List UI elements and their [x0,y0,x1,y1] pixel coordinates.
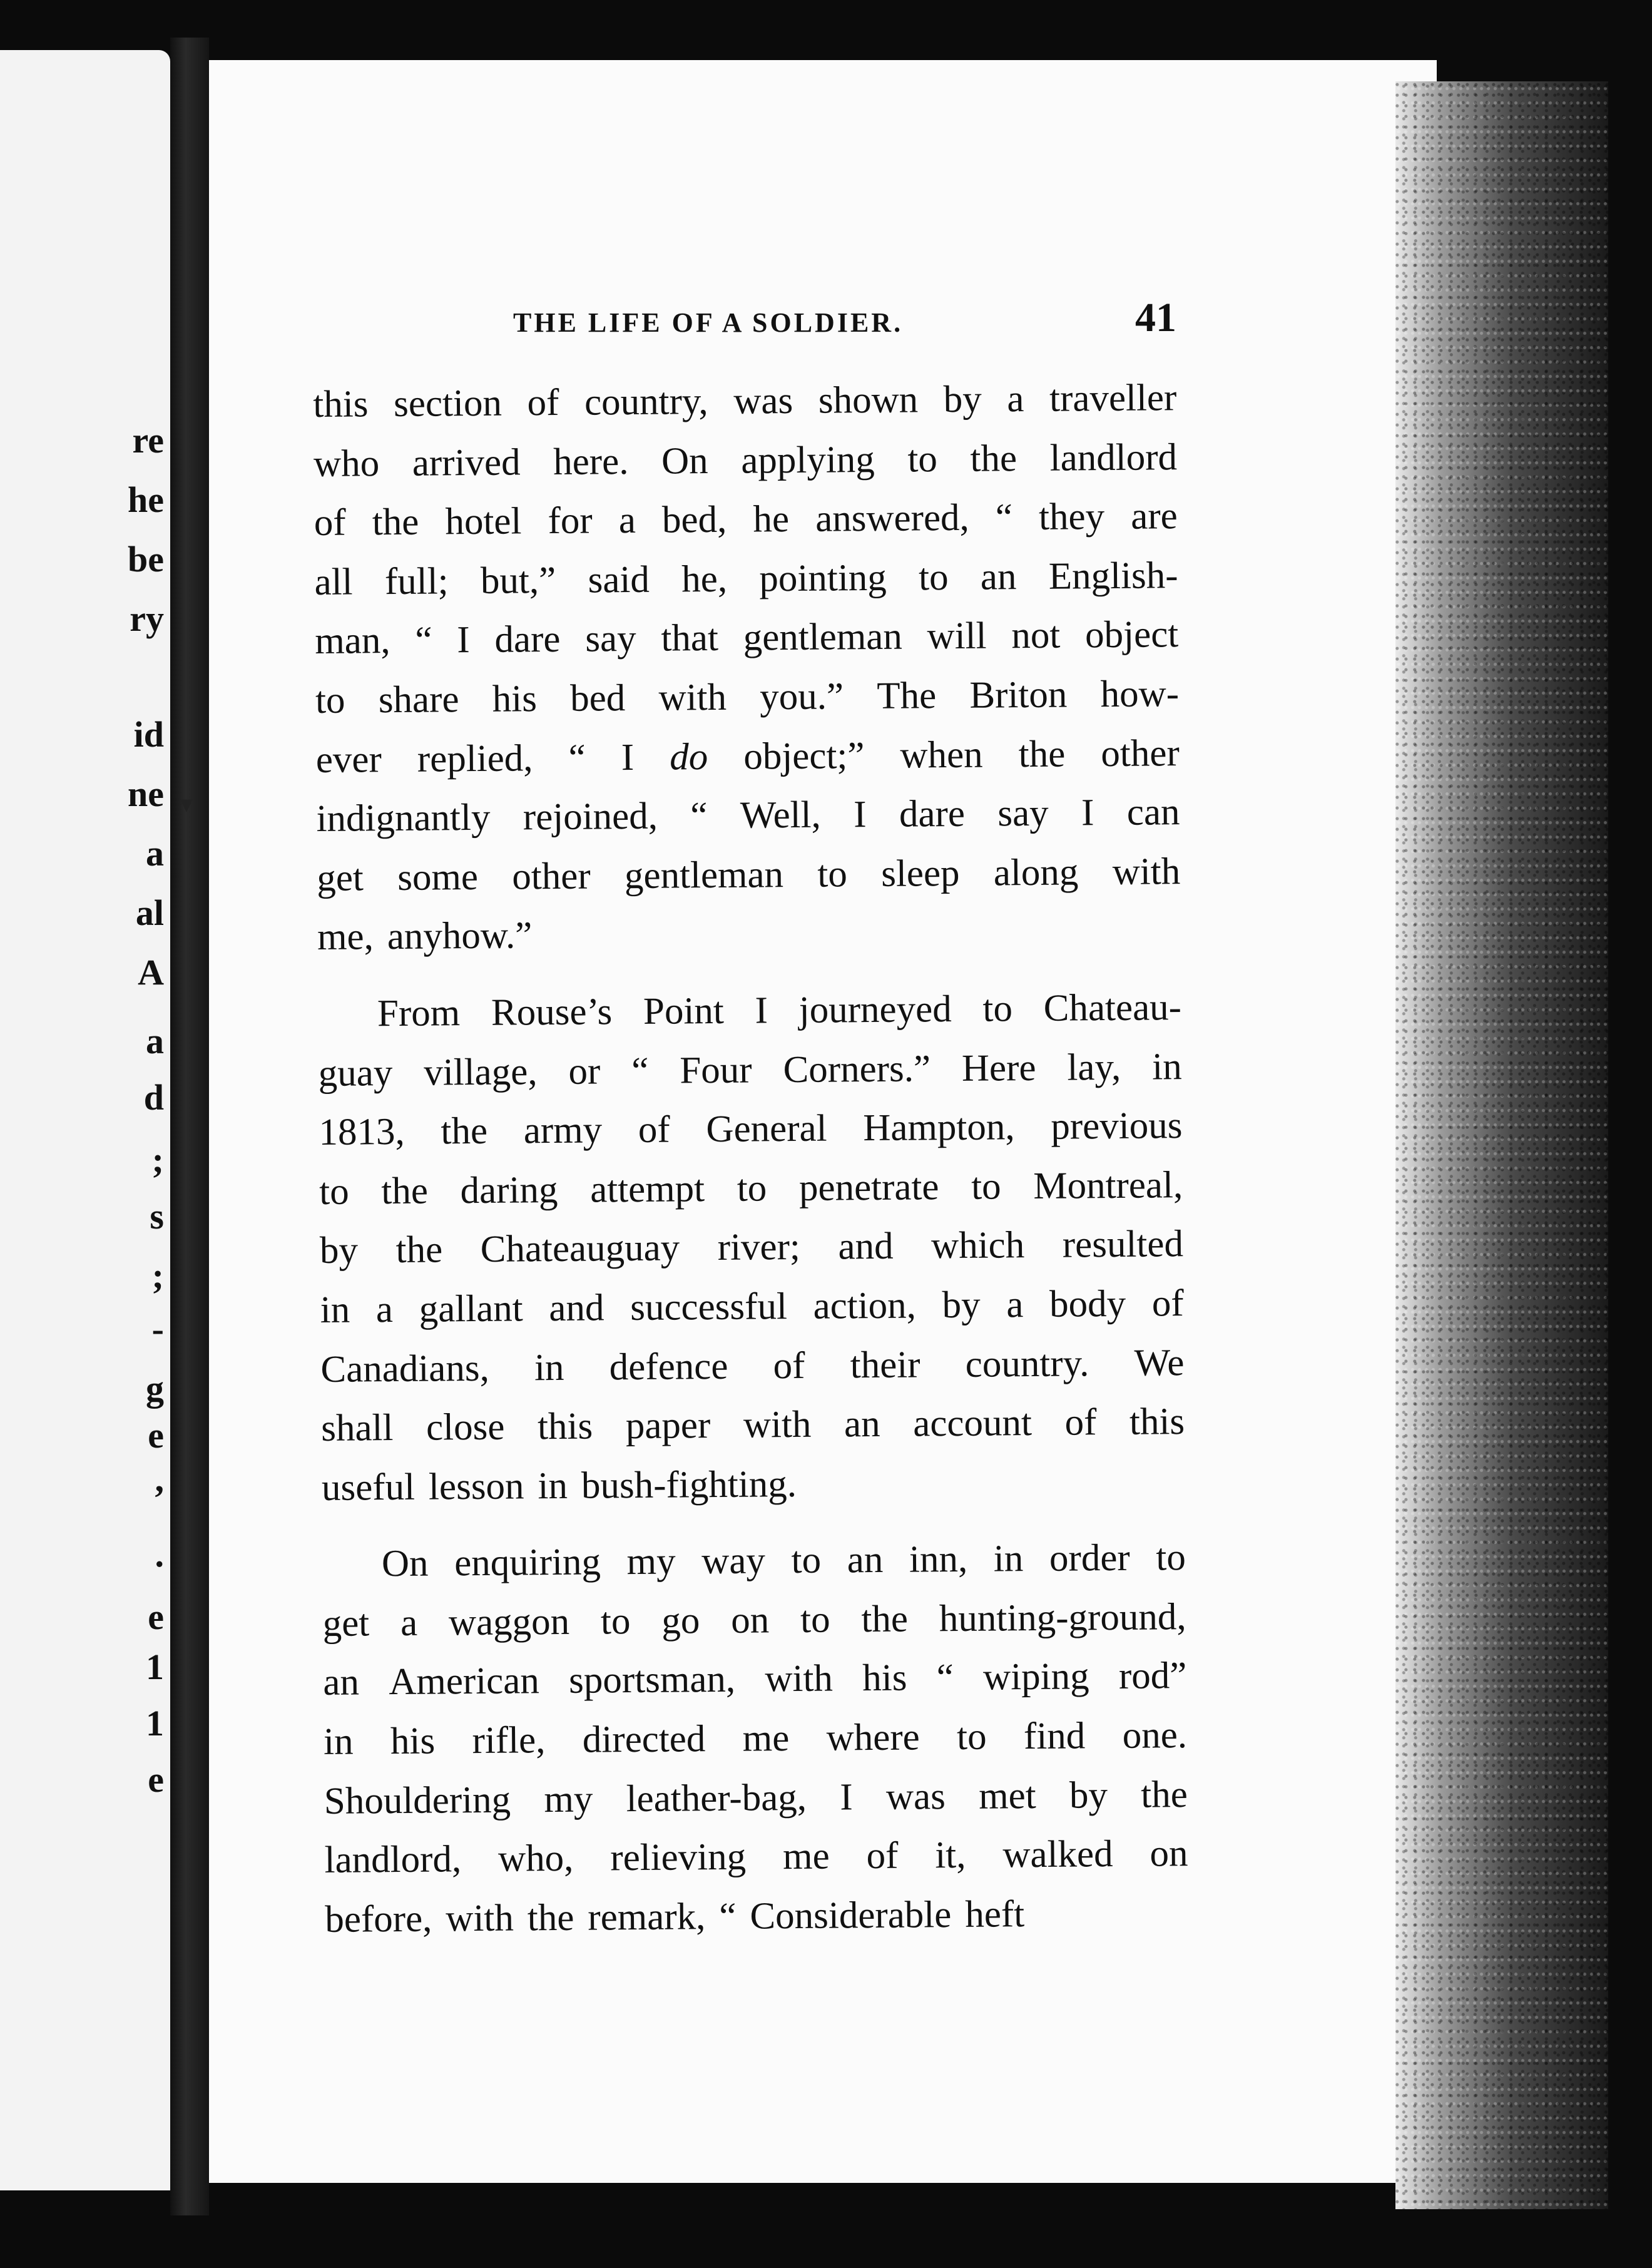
word: who [313,442,380,485]
word: the [395,1228,443,1272]
word: dare [899,792,966,835]
word: all [314,561,353,603]
left-page-fragment: 1 [146,1703,164,1744]
word: heft [965,1893,1025,1936]
left-page-fragment: re [132,420,164,461]
word: to [956,1715,987,1759]
word: an [980,555,1017,598]
word: and [838,1225,894,1268]
word: he [753,498,790,541]
left-page-fragment: . [155,1534,164,1575]
word: country. [965,1342,1089,1386]
word: American [389,1660,540,1704]
word: to [800,1598,830,1641]
text-line [317,842,1181,908]
word: met [978,1774,1036,1817]
text-line [322,1452,1186,1518]
word: it, [935,1834,966,1877]
word: “ [415,619,432,662]
word: I [621,736,635,779]
word: way [701,1540,766,1583]
word: previous [1051,1105,1183,1148]
word: get [322,1602,370,1645]
word: to [817,853,848,896]
word: to [737,1167,767,1210]
text-line [319,1096,1183,1162]
word: do [669,735,708,779]
word: he, [681,558,728,601]
word: to [918,556,949,599]
word: of [773,1344,805,1387]
word: The [877,675,937,717]
word: of [314,501,346,544]
word: they [1038,496,1105,539]
word: pointing [759,556,887,600]
body-text [313,369,1189,1949]
word: this [1129,1401,1185,1443]
word: walked [1002,1833,1113,1876]
left-page-fragment: e [148,1596,164,1637]
word: with [658,676,727,719]
word: directed [582,1718,706,1761]
word: was [885,1775,946,1818]
word: which [931,1224,1025,1267]
word: Rouse’s [491,991,613,1034]
word: the [861,1598,909,1641]
left-page-fragment: al [135,892,164,933]
word: with [1112,850,1181,893]
word: On [381,1542,429,1585]
word: to [982,988,1013,1030]
word: replied, [417,737,533,780]
word: with [446,1897,514,1940]
word: say [997,792,1049,835]
word: find [1023,1715,1086,1758]
word: but,” [480,559,556,602]
word: action, [813,1284,917,1327]
page-edge-texture [1395,81,1608,2209]
word: go [661,1600,700,1642]
word: his [390,1720,436,1763]
word: in [538,1464,568,1507]
word: “ [936,1657,954,1699]
text-line [322,1528,1186,1594]
word: share [378,678,459,722]
word: the [381,1170,429,1212]
word: shown [818,379,919,422]
word: an [844,1403,880,1446]
word: the [970,437,1017,480]
text-line [321,1392,1185,1458]
word: resulted [1062,1223,1184,1266]
left-page-fragment: a [146,833,164,874]
word: 1813, [319,1111,405,1154]
word: English- [1048,554,1178,598]
word: my [544,1778,593,1821]
word: full; [384,560,449,603]
word: rifle, [472,1719,546,1762]
word: to [907,437,938,481]
text-line [315,724,1180,790]
word: a [400,1601,418,1644]
word: will [927,615,987,658]
word: enquiring [454,1541,601,1585]
paragraph [322,1528,1189,1949]
word: Considerable [750,1893,952,1938]
word: or [568,1050,601,1093]
word: me [742,1717,790,1760]
word: to [319,1170,349,1213]
word: journeyed [798,988,952,1031]
left-page-fragment: s [150,1196,164,1237]
running-title: THE LIFE OF A SOLDIER. [513,307,904,338]
word: the [441,1110,488,1153]
word: in [323,1720,354,1763]
word: wiping [982,1655,1089,1699]
word: body [1049,1282,1126,1326]
word: bush-fighting. [581,1463,797,1507]
text-line [323,1647,1187,1713]
word: object [1084,613,1179,656]
word: paper [625,1404,711,1448]
word: in [993,1538,1024,1580]
word: before, [325,1898,432,1941]
word: Four [680,1049,752,1091]
word: on [730,1599,770,1642]
word: you.” [759,675,844,718]
word: on [1150,1832,1188,1875]
word: along [993,851,1079,894]
word: this [537,1405,593,1448]
text-line [324,1824,1188,1890]
word: rejoined, [523,795,658,839]
word: not [1011,615,1061,657]
word: “ [719,1895,737,1938]
word: lesson [428,1465,524,1508]
left-page-fragment: ry [130,598,164,639]
word: to [315,679,345,722]
word: my [626,1540,676,1583]
left-page-fragment: id [133,714,164,755]
text-line [313,369,1177,434]
word: traveller [1049,377,1177,420]
text-line [314,428,1178,494]
word: gentleman [743,615,903,659]
word: an [847,1539,884,1581]
word: that [661,617,719,660]
word: of [866,1834,899,1877]
text-line [318,978,1182,1044]
left-page-fragment: a [146,1021,164,1061]
left-page-fragment: he [128,479,164,520]
paragraph [318,978,1186,1518]
text-line [315,606,1179,672]
word: hotel [445,500,522,543]
word: remark, [588,1895,706,1939]
word: waggon [448,1600,570,1644]
word: On [661,439,708,483]
word: man, [315,620,390,663]
speck-mark: ▾ [180,790,193,819]
word: by [319,1229,359,1272]
word: here. [553,440,629,483]
word: “ [995,496,1013,539]
word: river; [717,1226,801,1269]
word: landlord, [324,1838,462,1882]
word: a [618,499,636,542]
text-line [320,1274,1184,1340]
word: of [638,1108,670,1152]
word: a [1007,378,1024,421]
word: of [1151,1282,1184,1325]
text-line [316,783,1180,849]
word: We [1134,1341,1185,1384]
word: “ [690,795,708,837]
word: sleep [880,852,960,895]
word: Shouldering [324,1779,511,1822]
word: shall [320,1407,394,1450]
text-line [320,1215,1184,1280]
text-line [319,1156,1183,1222]
word: sportsman, [568,1658,736,1702]
word: the [527,1896,574,1939]
word: landlord [1049,436,1178,479]
word: in [320,1289,350,1331]
word: Chateau- [1043,986,1182,1029]
word: I [840,1775,853,1819]
left-page-fragment: be [128,539,164,580]
word: Montreal, [1033,1163,1183,1207]
word: relieving [610,1836,747,1879]
left-page-fragment: 1 [146,1647,164,1687]
word: by [942,1284,981,1327]
word: a [1006,1284,1024,1326]
word: Canadians, [320,1347,490,1391]
left-page-fragment: - [151,1309,164,1349]
word: his [492,678,538,720]
word: country, [584,381,708,424]
word: Corners.” [783,1047,931,1091]
page-header [513,294,1176,350]
word: order [1049,1537,1130,1580]
word: how- [1100,673,1180,716]
word: get [317,857,364,899]
word: Hampton, [863,1106,1015,1150]
word: the [1140,1773,1188,1816]
text-line [324,1706,1188,1772]
left-page-fragment: , [155,1459,164,1499]
word: Point [643,989,725,1033]
text-line [315,665,1180,730]
word: of [527,381,559,424]
word: bed [569,677,626,720]
book-gutter [170,38,209,2215]
word: dare [494,618,561,662]
word: in [1151,1045,1182,1088]
word: for [548,499,593,543]
word: defence [609,1345,728,1388]
word: an [323,1661,360,1704]
word: daring [460,1168,558,1212]
word: I [457,619,470,662]
word: of [1064,1401,1097,1444]
word: their [850,1343,920,1386]
word: in [534,1346,564,1389]
word: can [1126,791,1180,834]
text-line [314,546,1178,612]
word: are [1130,495,1178,538]
word: I [853,794,867,836]
word: to [971,1165,1001,1208]
word: say [585,618,636,660]
left-page-fragment: ; [151,1140,164,1180]
left-page-fragment: A [138,952,164,993]
word: “ [568,737,586,779]
word: the [372,501,419,544]
word: said [588,558,650,601]
word: guay [318,1051,393,1095]
word: other [1101,732,1180,775]
word: penetrate [798,1165,939,1209]
word: where [826,1716,920,1759]
word: by [1069,1774,1108,1817]
left-page-fragment: ne [128,774,164,814]
word: Here [961,1046,1036,1090]
text-line [325,1884,1189,1949]
text-line [314,487,1178,553]
word: close [426,1406,505,1449]
word: with [765,1658,834,1700]
text-line [324,1765,1188,1831]
word: I [755,989,768,1032]
word: hunting-ground, [939,1595,1186,1640]
word: when [900,733,983,777]
word: inn, [909,1538,968,1581]
word: gentleman [624,853,784,897]
word: the [1018,733,1066,775]
word: successful [630,1285,788,1329]
word: account [912,1402,1032,1445]
word: by [943,378,982,421]
word: other [512,855,591,898]
left-page-fragment: e [148,1759,164,1800]
paragraph [313,369,1181,968]
word: one. [1122,1714,1188,1757]
word: to [1156,1536,1186,1579]
word: Briton [969,673,1068,717]
word: indignantly [316,796,491,840]
left-page-fragment: g [146,1368,164,1409]
word: General [706,1107,827,1151]
word: Chateauguay [480,1227,680,1271]
page-number: 41 [1135,295,1176,340]
word: this [313,383,369,426]
word: his [862,1657,907,1700]
word: gallant [419,1287,523,1331]
word: was [733,379,793,422]
word: a [375,1288,394,1331]
word: me [782,1835,830,1878]
text-line [320,1334,1185,1399]
word: lay, [1067,1046,1121,1089]
left-page-fragment: d [143,1077,164,1118]
word: to [791,1539,822,1582]
text-line [318,1038,1182,1103]
word: ever [315,738,382,781]
word: I [1081,792,1094,834]
word: answered, [815,496,970,540]
text-line [317,901,1181,967]
word: arrived [412,441,521,484]
word: some [397,856,479,899]
word: rod” [1118,1655,1187,1698]
word: with [743,1403,812,1446]
word: bed, [661,499,727,541]
left-page-fragment: e [148,1415,164,1456]
word: attempt [589,1167,705,1211]
word: village, [424,1050,538,1094]
word: army [523,1109,603,1152]
word: leather-bag, [626,1776,807,1820]
word: applying [741,438,875,482]
word: section [393,382,502,425]
text-line [322,1588,1186,1653]
word: object;” [743,734,865,778]
word: to [600,1600,631,1643]
word: anyhow.” [387,914,533,958]
word: “ [631,1050,649,1092]
word: Well, [740,794,822,837]
left-page-fragment: ; [151,1255,164,1296]
word: From [377,992,461,1035]
word: useful [321,1466,416,1509]
left-page [0,50,170,2190]
word: who, [497,1837,574,1880]
word: me, [317,916,374,959]
word: and [549,1287,604,1329]
